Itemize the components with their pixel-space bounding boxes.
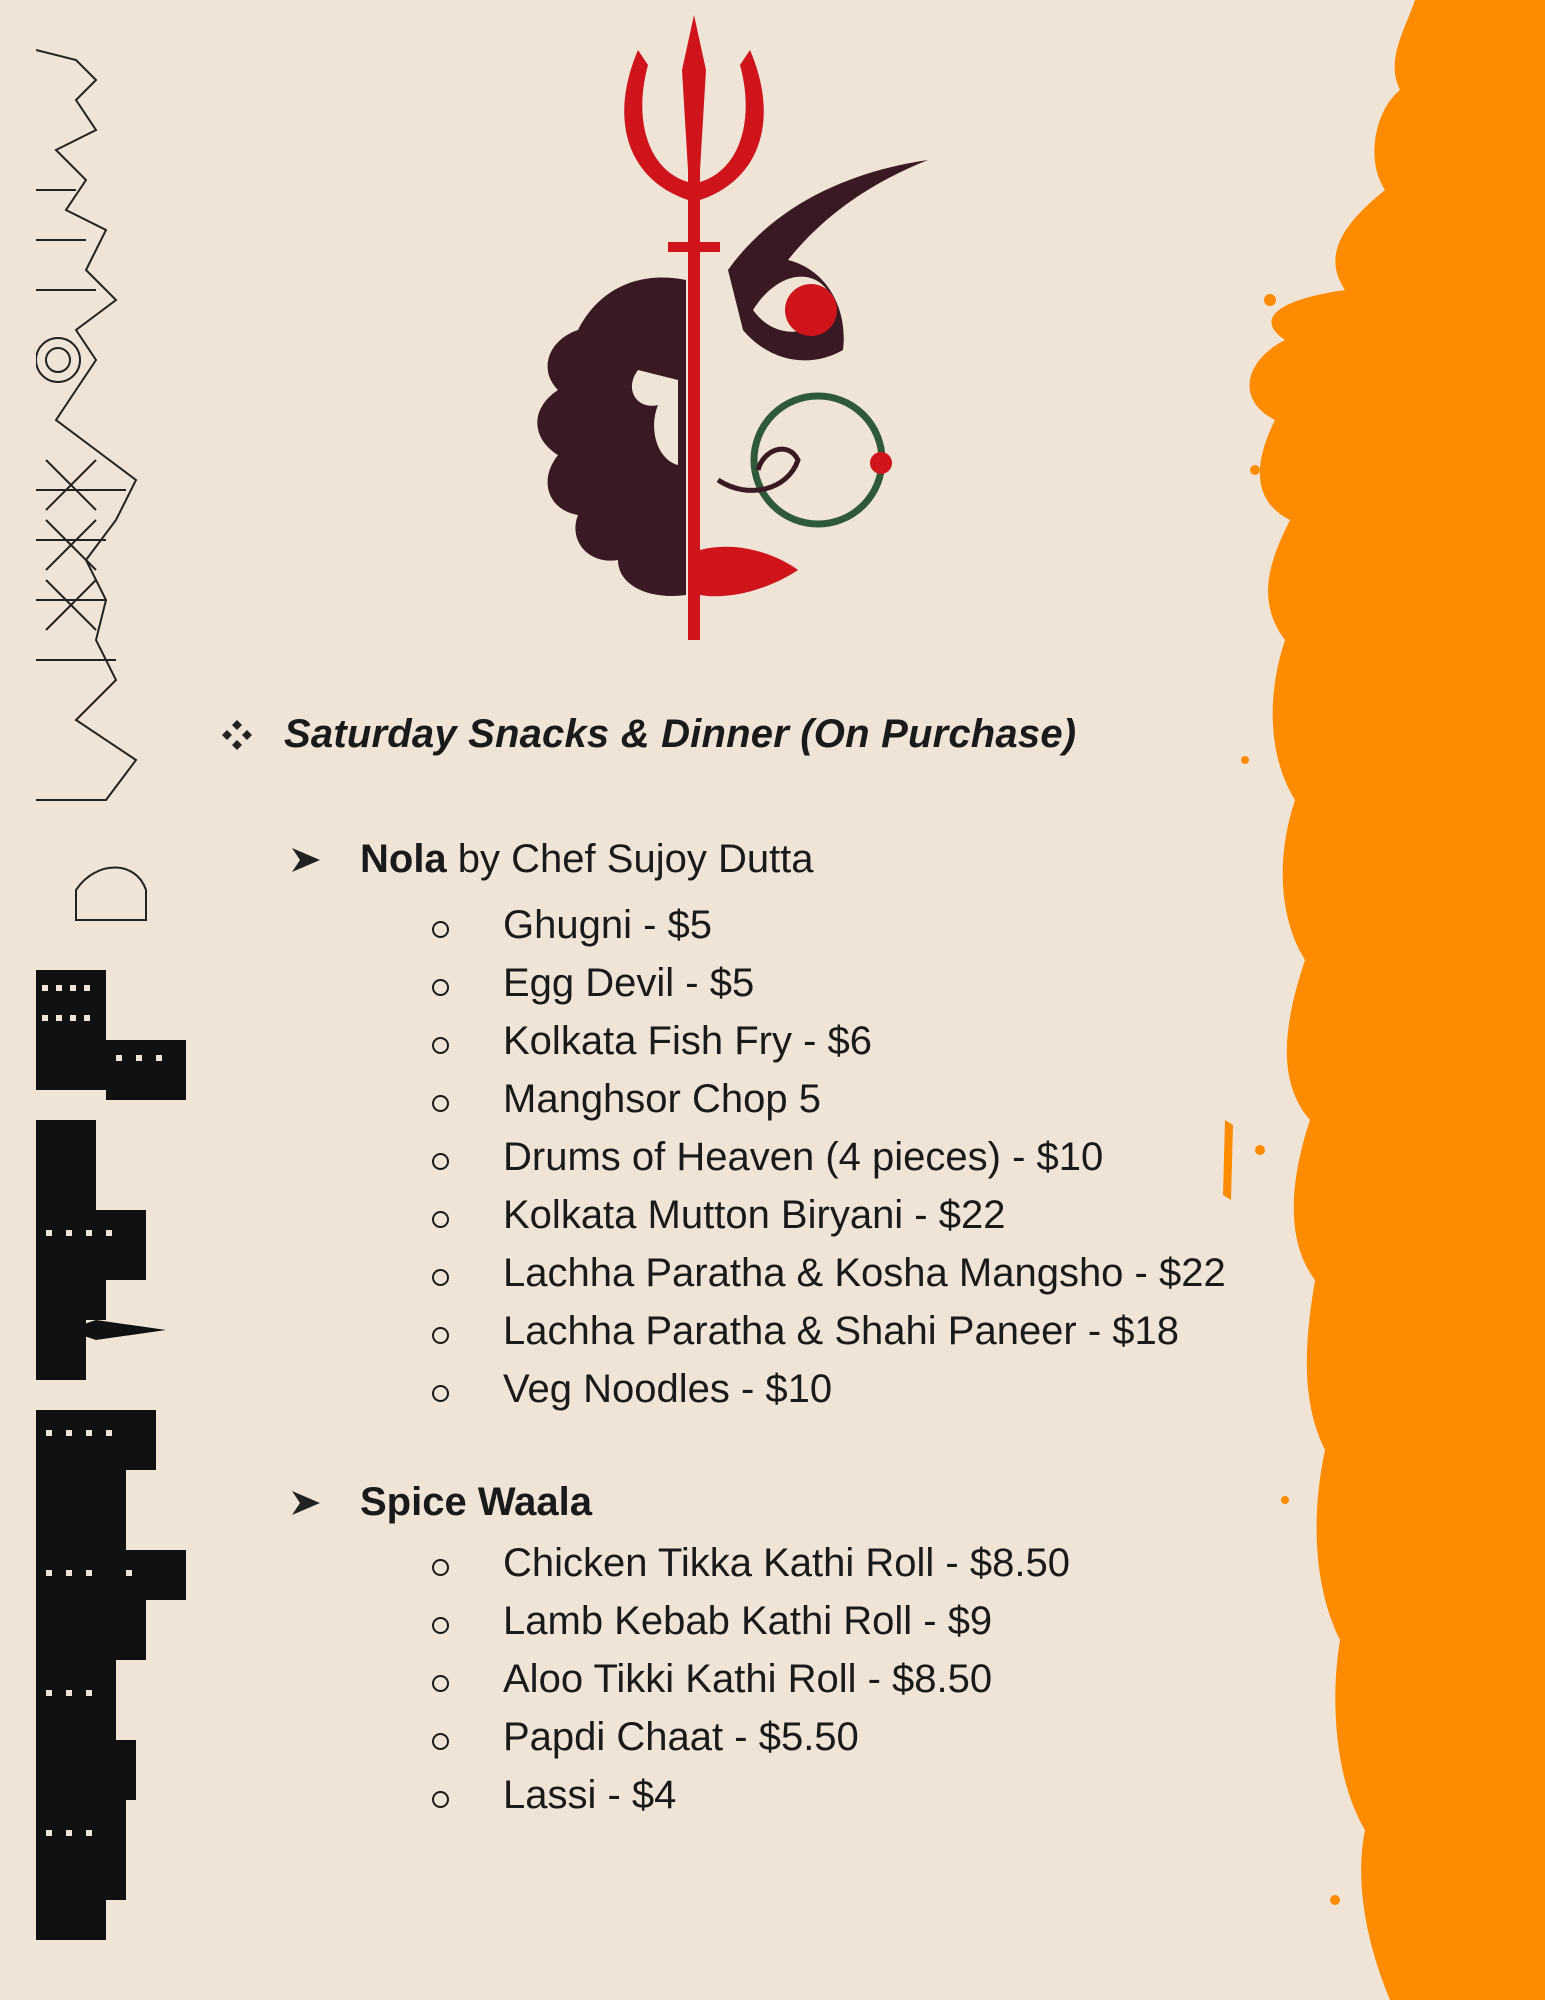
circle-bullet-icon: [432, 1385, 449, 1402]
list-item: Lassi - $4: [432, 1766, 1070, 1824]
circle-bullet-icon: [432, 979, 449, 996]
circle-bullet-icon: [432, 1327, 449, 1344]
menu-heading: Saturday Snacks & Dinner (On Purchase): [284, 712, 1077, 756]
durga-trishul-logo: [488, 10, 1008, 640]
list-item: Chicken Tikka Kathi Roll - $8.50: [432, 1534, 1070, 1592]
list-item: Kolkata Fish Fry - $6: [432, 1012, 1226, 1070]
list-item: Drums of Heaven (4 pieces) - $10: [432, 1128, 1226, 1186]
orange-paint-splash: [1215, 0, 1545, 2000]
list-item: Manghsor Chop 5: [432, 1070, 1226, 1128]
circle-bullet-icon: [432, 1559, 449, 1576]
list-item: Ghugni - $5: [432, 896, 1226, 954]
list-item: Lachha Paratha & Kosha Mangsho - $22: [432, 1244, 1226, 1302]
vendor-chef: by Chef Sujoy Dutta: [446, 837, 814, 881]
list-item: Lachha Paratha & Shahi Paneer - $18: [432, 1302, 1226, 1360]
list-item: Papdi Chaat - $5.50: [432, 1708, 1070, 1766]
vendor-spice-waala-items: [432, 1534, 1070, 1824]
arrow-bullet-icon: [290, 845, 322, 875]
four-diamond-bullet-icon: [220, 718, 254, 752]
list-item: Aloo Tikki Kathi Roll - $8.50: [432, 1650, 1070, 1708]
circle-bullet-icon: [432, 1211, 449, 1228]
list-item: Veg Noodles - $10: [432, 1360, 1226, 1418]
vendor-name: Spice Waala: [360, 1480, 592, 1524]
kolkata-skyline-illustration: [36, 40, 196, 1940]
circle-bullet-icon: [432, 1617, 449, 1634]
menu-heading-row: [220, 712, 1076, 757]
circle-bullet-icon: [432, 1269, 449, 1286]
circle-bullet-icon: [432, 1791, 449, 1808]
circle-bullet-icon: [432, 1675, 449, 1692]
vendor-name: Nola: [360, 837, 447, 881]
arrow-bullet-icon: [290, 1488, 322, 1518]
vendor-nola-heading: [290, 837, 814, 882]
circle-bullet-icon: [432, 1037, 449, 1054]
circle-bullet-icon: [432, 1733, 449, 1750]
circle-bullet-icon: [432, 1153, 449, 1170]
circle-bullet-icon: [432, 921, 449, 938]
vendor-spice-waala-heading: [290, 1480, 592, 1525]
list-item: Lamb Kebab Kathi Roll - $9: [432, 1592, 1070, 1650]
vendor-nola-items: [432, 896, 1226, 1418]
list-item: Kolkata Mutton Biryani - $22: [432, 1186, 1226, 1244]
circle-bullet-icon: [432, 1095, 449, 1112]
list-item: Egg Devil - $5: [432, 954, 1226, 1012]
